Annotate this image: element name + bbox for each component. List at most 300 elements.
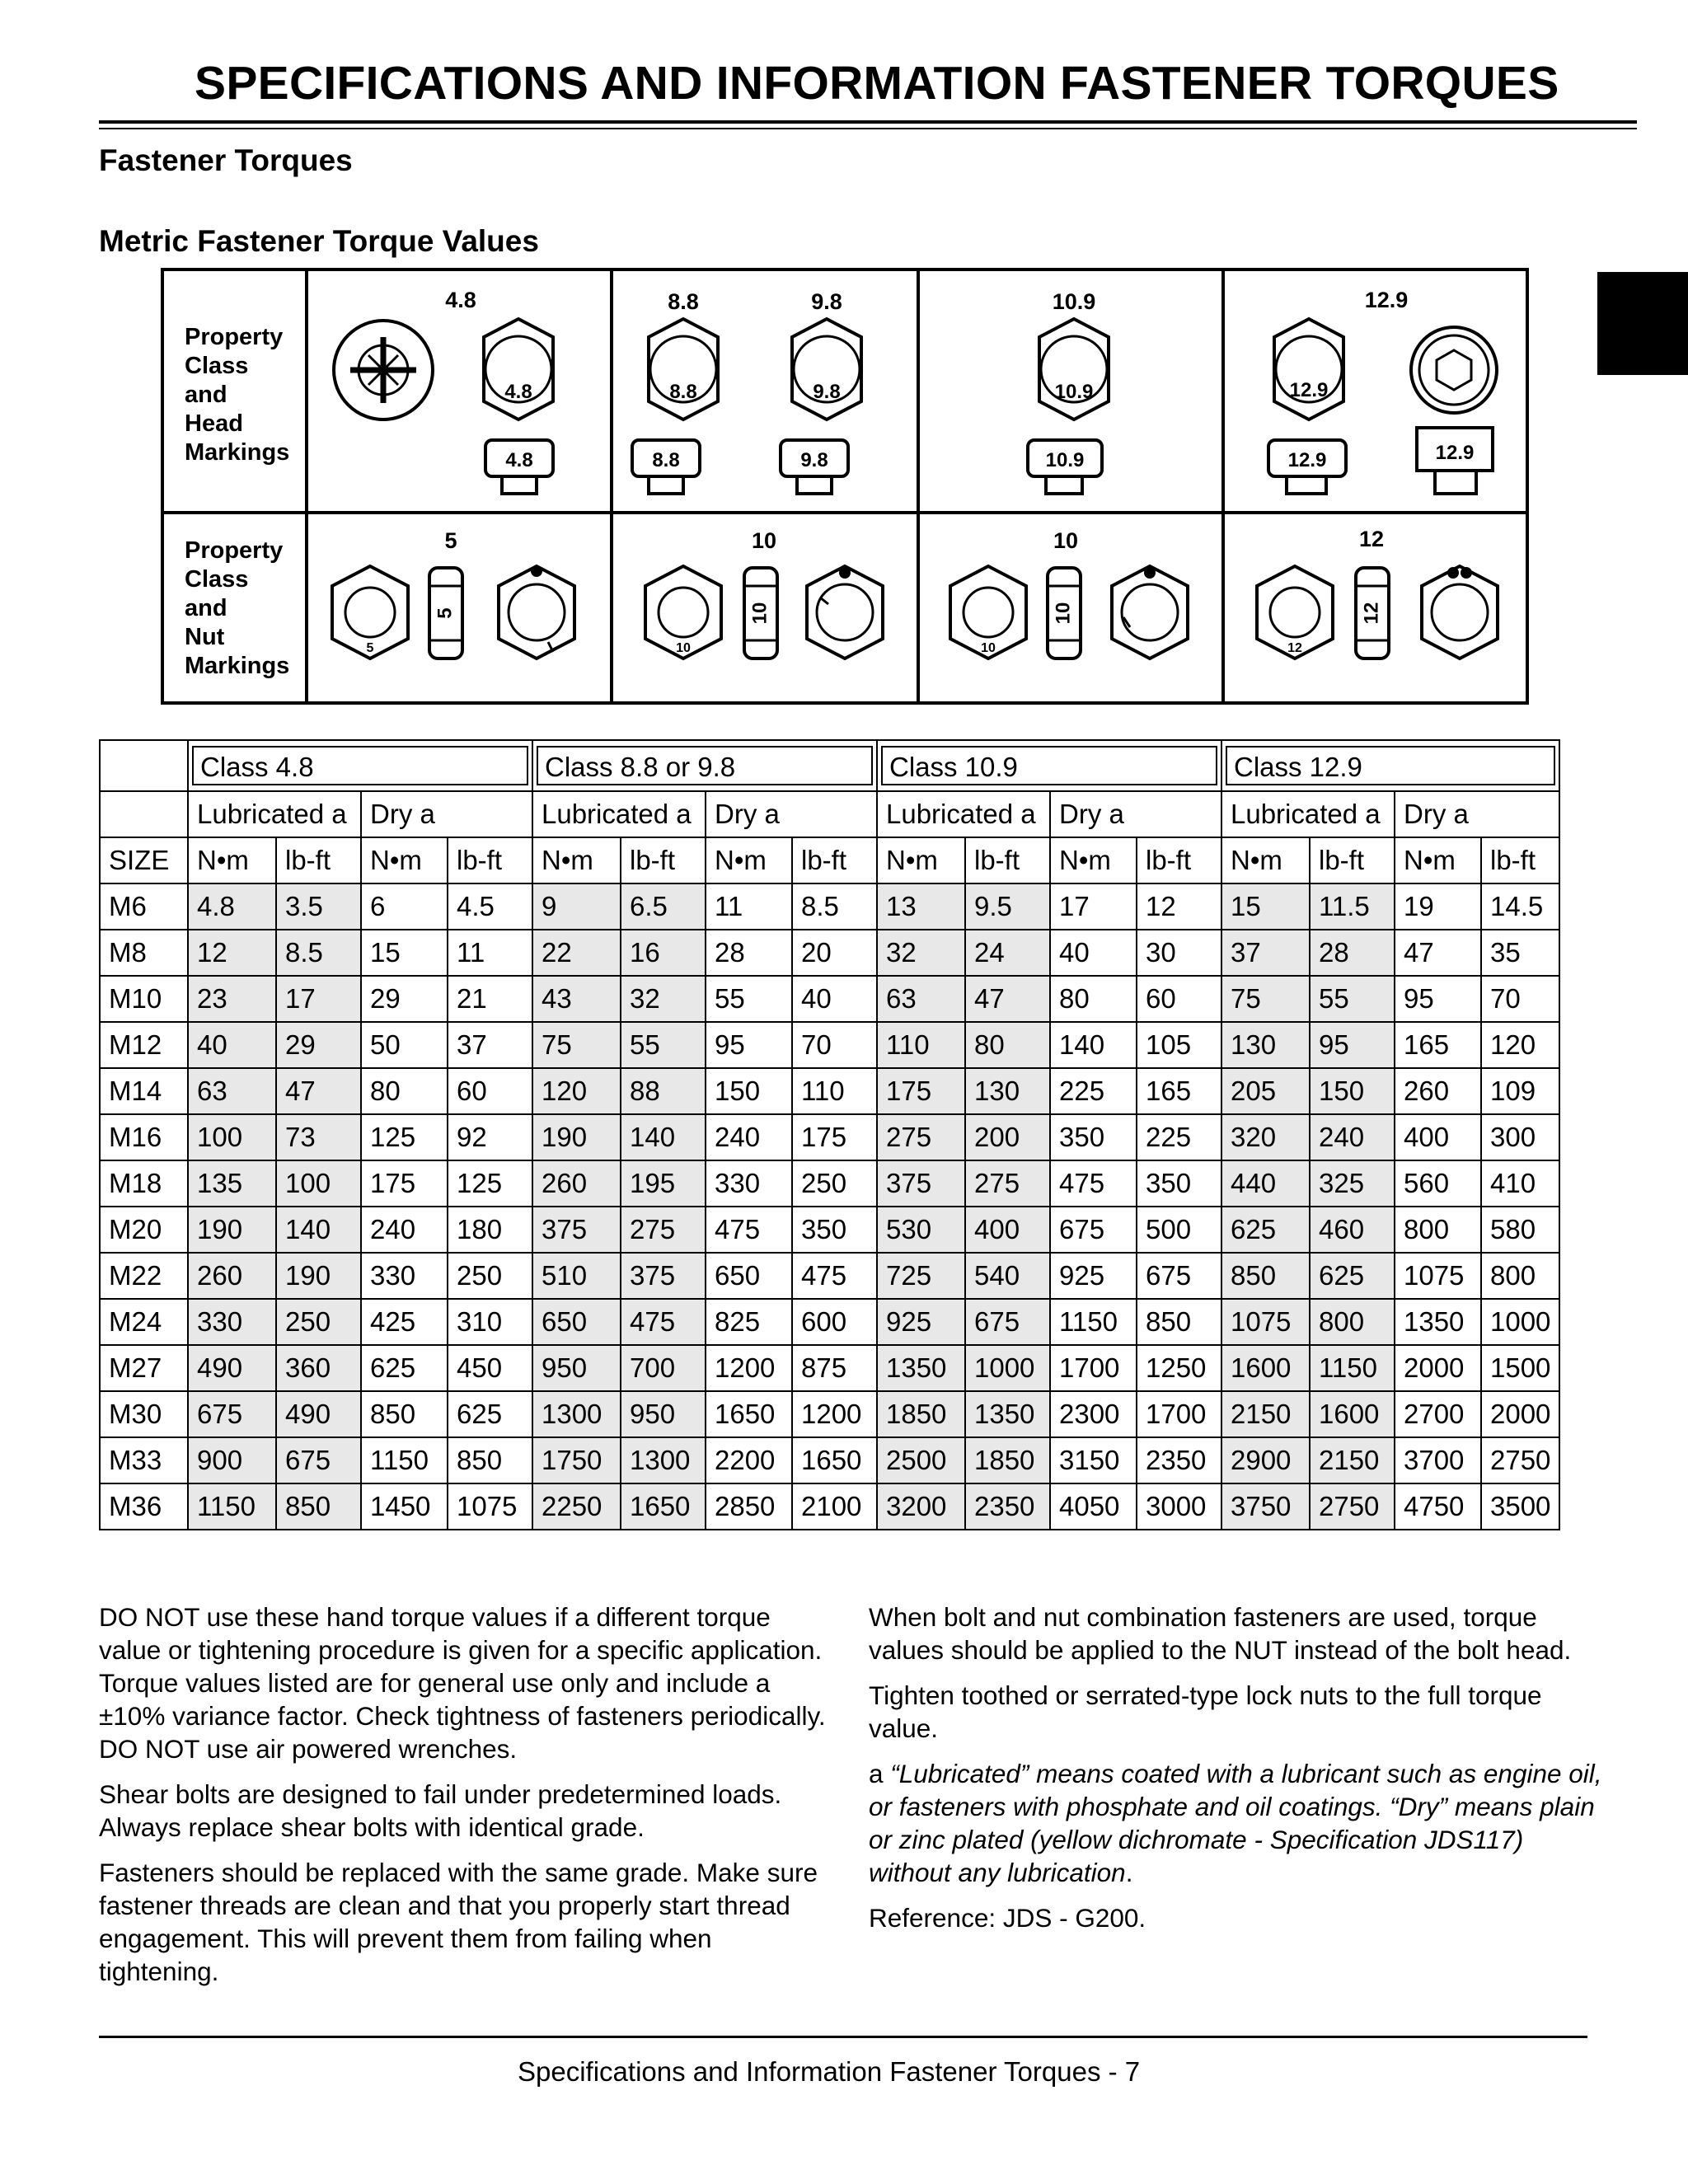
torque-table — [99, 739, 1560, 1530]
flange-bolt-icon-8-8 — [632, 440, 700, 494]
class-header-cell — [532, 740, 877, 791]
footer-rule — [99, 2036, 1587, 2038]
class-header-cell — [1221, 740, 1559, 791]
torque-value-cell: 3700 — [1395, 1437, 1481, 1483]
torque-value-cell: 75 — [1221, 976, 1310, 1022]
table-row — [100, 976, 1559, 1022]
torque-value-cell: 850 — [448, 1437, 532, 1483]
unit-lbft-header: lb-ft — [792, 837, 877, 883]
torque-value-cell: 675 — [965, 1299, 1050, 1345]
torque-value-cell: 850 — [1221, 1253, 1310, 1299]
torque-value-cell: 310 — [448, 1299, 532, 1345]
torque-value-cell: 15 — [1221, 883, 1310, 930]
torque-value-cell: 2850 — [706, 1483, 792, 1530]
torque-value-cell: 22 — [532, 930, 621, 976]
nut-class-5: 5 — [444, 528, 457, 553]
size-cell: M22 — [100, 1253, 188, 1299]
torque-value-cell: 2750 — [1310, 1483, 1395, 1530]
empty-corner-cell — [100, 740, 188, 791]
table-row — [100, 1253, 1559, 1299]
torque-value-cell: 675 — [1050, 1207, 1137, 1253]
torque-value-cell: 2000 — [1395, 1345, 1481, 1391]
torque-value-cell: 195 — [621, 1160, 706, 1207]
torque-value-cell: 475 — [621, 1299, 706, 1345]
notes-left-column — [99, 1601, 828, 2000]
nut-markings-label: Property Class and Nut Markings — [185, 537, 290, 679]
torque-value-cell: 1150 — [188, 1483, 276, 1530]
torque-value-cell: 490 — [276, 1391, 361, 1437]
torque-value-cell: 3200 — [877, 1483, 965, 1530]
torque-value-cell: 440 — [1221, 1160, 1310, 1207]
unit-nm-header: N•m — [877, 837, 965, 883]
class-header-12-9: Class 12.9 — [1226, 746, 1555, 785]
torque-value-cell: 1450 — [361, 1483, 448, 1530]
condition-header-row — [100, 791, 1559, 837]
torque-value-cell: 110 — [877, 1022, 965, 1068]
torque-value-cell: 2350 — [965, 1483, 1050, 1530]
size-cell: M12 — [100, 1022, 188, 1068]
nut-side-icon-10-b — [1048, 568, 1081, 658]
torque-value-cell: 2250 — [532, 1483, 621, 1530]
footnote-paragraph — [869, 1757, 1602, 1889]
torque-value-cell: 70 — [1481, 976, 1559, 1022]
torque-value-cell: 475 — [792, 1253, 877, 1299]
torque-value-cell: 1075 — [1221, 1299, 1310, 1345]
torque-value-cell: 1850 — [877, 1391, 965, 1437]
torque-value-cell: 1750 — [532, 1437, 621, 1483]
table-row — [100, 1068, 1559, 1114]
hex-head-label-9-8: 9.8 — [813, 381, 841, 403]
torque-value-cell: 11 — [448, 930, 532, 976]
lubricated-header: Lubricated a — [877, 791, 1050, 837]
torque-value-cell: 47 — [1395, 930, 1481, 976]
note-paragraph: When bolt and nut combination fasteners are used, torque values should be applied to the NUT instead of the bolt head. — [869, 1602, 1572, 1665]
torque-value-cell: 850 — [276, 1483, 361, 1530]
torque-value-cell: 500 — [1137, 1207, 1221, 1253]
torque-value-cell: 165 — [1137, 1068, 1221, 1114]
torque-value-cell: 1200 — [706, 1345, 792, 1391]
torque-value-cell: 125 — [361, 1114, 448, 1160]
size-cell: M20 — [100, 1207, 188, 1253]
table-row — [100, 1345, 1559, 1391]
dry-header: Dry a — [361, 791, 532, 837]
cross-recess-head-icon — [334, 321, 433, 419]
torque-value-cell: 35 — [1481, 930, 1559, 976]
class-header-row — [100, 740, 1559, 791]
torque-value-cell: 2300 — [1050, 1391, 1137, 1437]
torque-value-cell: 9.5 — [965, 883, 1050, 930]
lubricated-header: Lubricated a — [188, 791, 361, 837]
hex-head-icon-10-9 — [1039, 319, 1109, 419]
torque-value-cell: 1075 — [1395, 1253, 1481, 1299]
torque-value-cell: 1300 — [621, 1437, 706, 1483]
flange-bolt-label-10-9: 10.9 — [1045, 449, 1085, 471]
torque-value-cell: 400 — [965, 1207, 1050, 1253]
torque-value-cell: 28 — [706, 930, 792, 976]
flange-bolt-icon-4-8 — [485, 440, 553, 494]
torque-value-cell: 50 — [361, 1022, 448, 1068]
torque-value-cell: 12 — [188, 930, 276, 976]
torque-value-cell: 350 — [1137, 1160, 1221, 1207]
nut-side-icon-12 — [1356, 568, 1389, 658]
torque-value-cell: 2000 — [1481, 1391, 1559, 1437]
torque-value-cell: 2150 — [1221, 1391, 1310, 1437]
torque-value-cell: 175 — [361, 1160, 448, 1207]
torque-value-cell: 540 — [965, 1253, 1050, 1299]
unit-nm-header: N•m — [361, 837, 448, 883]
torque-value-cell: 850 — [1137, 1299, 1221, 1345]
torque-value-cell: 2750 — [1481, 1437, 1559, 1483]
torque-value-cell: 150 — [706, 1068, 792, 1114]
torque-value-cell: 675 — [1137, 1253, 1221, 1299]
torque-value-cell: 29 — [276, 1022, 361, 1068]
unit-nm-header: N•m — [706, 837, 792, 883]
hex-head-icon-9-8 — [792, 319, 861, 419]
flange-bolt-icon-10-9 — [1028, 440, 1102, 494]
empty-corner-cell — [100, 791, 188, 837]
flange-bolt-icon-9-8 — [781, 440, 848, 494]
note-paragraph: Fasteners should be replaced with the same grade. Make sure fastener threads are clean and that you properly start thread engagement. This will prevent them from failing when tightening. — [99, 1858, 818, 1986]
torque-value-cell: 125 — [448, 1160, 532, 1207]
torque-value-cell: 150 — [1310, 1068, 1395, 1114]
unit-nm-header: N•m — [1221, 837, 1310, 883]
lubricated-header: Lubricated a — [532, 791, 706, 837]
torque-value-cell: 325 — [1310, 1160, 1395, 1207]
torque-value-cell: 17 — [1050, 883, 1137, 930]
nut-side-label-10-b: 10 — [1052, 602, 1075, 625]
torque-value-cell: 700 — [621, 1345, 706, 1391]
torque-value-cell: 2100 — [792, 1483, 877, 1530]
hex-head-icon-12-9 — [1274, 319, 1343, 419]
torque-value-cell: 1000 — [965, 1345, 1050, 1391]
torque-value-cell: 29 — [361, 976, 448, 1022]
table-row — [100, 1299, 1559, 1345]
torque-value-cell: 1250 — [1137, 1345, 1221, 1391]
torque-value-cell: 63 — [188, 1068, 276, 1114]
torque-value-cell: 28 — [1310, 930, 1395, 976]
clock-nut-icon-10 — [807, 566, 883, 658]
units-header-row — [100, 837, 1559, 883]
reference-paragraph: Reference: JDS - G200. — [869, 1903, 1146, 1933]
torque-value-cell: 47 — [965, 976, 1050, 1022]
torque-value-cell: 55 — [1310, 976, 1395, 1022]
head-class-12-9: 12.9 — [1364, 288, 1409, 312]
hex-nut-icon-10 — [645, 566, 721, 658]
torque-value-cell: 4.8 — [188, 883, 276, 930]
torque-value-cell: 63 — [877, 976, 965, 1022]
torque-value-cell: 225 — [1050, 1068, 1137, 1114]
nut-side-label-12: 12 — [1360, 602, 1383, 625]
unit-lbft-header: lb-ft — [965, 837, 1050, 883]
nut-side-icon-5 — [429, 568, 462, 658]
torque-value-cell: 60 — [448, 1068, 532, 1114]
size-cell: M10 — [100, 976, 188, 1022]
torque-value-cell: 225 — [1137, 1114, 1221, 1160]
torque-value-cell: 875 — [792, 1345, 877, 1391]
footnote-definition: “Lubricated” means coated with a lubricant such as engine oil, or fasteners with phosphate and oil coatings. “Dry” means plain or zinc plated (yellow dichromate - Specification JDS117) without any lubrication — [869, 1759, 1602, 1887]
dry-header: Dry a — [706, 791, 877, 837]
class-header-10-9: Class 10.9 — [881, 746, 1217, 785]
flange-bolt-icon-12-9 — [1268, 440, 1346, 494]
torque-value-cell: 8.5 — [276, 930, 361, 976]
size-cell: M24 — [100, 1299, 188, 1345]
torque-value-cell: 250 — [276, 1299, 361, 1345]
torque-value-cell: 13 — [877, 883, 965, 930]
torque-value-cell: 725 — [877, 1253, 965, 1299]
torque-value-cell: 1850 — [965, 1437, 1050, 1483]
nut-side-label-10: 10 — [748, 602, 771, 625]
torque-value-cell: 32 — [877, 930, 965, 976]
markings-illustrations — [164, 271, 1526, 701]
torque-value-cell: 260 — [532, 1160, 621, 1207]
torque-value-cell: 17 — [276, 976, 361, 1022]
torque-value-cell: 250 — [448, 1253, 532, 1299]
torque-value-cell: 800 — [1395, 1207, 1481, 1253]
torque-value-cell: 625 — [448, 1391, 532, 1437]
torque-value-cell: 275 — [621, 1207, 706, 1253]
subsection-title: Metric Fastener Torque Values — [99, 224, 539, 258]
torque-value-cell: 60 — [1137, 976, 1221, 1022]
torque-value-cell: 650 — [532, 1299, 621, 1345]
torque-value-cell: 1350 — [1395, 1299, 1481, 1345]
hex-nut-label-10: 10 — [676, 641, 691, 655]
torque-value-cell: 460 — [1310, 1207, 1395, 1253]
torque-value-cell: 675 — [276, 1437, 361, 1483]
torque-value-cell: 275 — [877, 1114, 965, 1160]
header-rule-thick — [99, 120, 1637, 124]
torque-value-cell: 2150 — [1310, 1437, 1395, 1483]
torque-value-cell: 4050 — [1050, 1483, 1137, 1530]
torque-value-cell: 1650 — [621, 1483, 706, 1530]
size-cell: M14 — [100, 1068, 188, 1114]
torque-value-cell: 625 — [1310, 1253, 1395, 1299]
flange-bolt-label-9-8: 9.8 — [800, 449, 828, 471]
torque-value-cell: 625 — [361, 1345, 448, 1391]
torque-value-cell: 330 — [361, 1253, 448, 1299]
table-row — [100, 1483, 1559, 1530]
torque-value-cell: 800 — [1481, 1253, 1559, 1299]
torque-value-cell: 16 — [621, 930, 706, 976]
torque-value-cell: 475 — [706, 1207, 792, 1253]
hex-nut-icon-10-b — [950, 566, 1026, 658]
torque-value-cell: 2350 — [1137, 1437, 1221, 1483]
hex-nut-label-10-b: 10 — [981, 641, 996, 655]
unit-lbft-header: lb-ft — [448, 837, 532, 883]
torque-value-cell: 30 — [1137, 930, 1221, 976]
torque-value-cell: 3.5 — [276, 883, 361, 930]
nut-class-12: 12 — [1358, 527, 1385, 551]
markings-table — [161, 268, 1529, 705]
hex-head-label-12-9: 12.9 — [1289, 379, 1329, 401]
torque-value-cell: 73 — [276, 1114, 361, 1160]
class-header-4-8: Class 4.8 — [192, 746, 528, 785]
torque-value-cell: 1150 — [1050, 1299, 1137, 1345]
torque-value-cell: 23 — [188, 976, 276, 1022]
dry-header: Dry a — [1050, 791, 1221, 837]
torque-value-cell: 3150 — [1050, 1437, 1137, 1483]
page-footer: Specifications and Information Fastener Torques - 7 — [518, 2056, 1141, 2087]
header-rule-thin — [99, 128, 1637, 129]
torque-value-cell: 6 — [361, 883, 448, 930]
torque-value-cell: 1600 — [1310, 1391, 1395, 1437]
clock-nut-icon-12 — [1422, 566, 1498, 658]
torque-value-cell: 350 — [792, 1207, 877, 1253]
head-class-4-8: 4.8 — [445, 288, 476, 312]
torque-value-cell: 330 — [706, 1160, 792, 1207]
torque-value-cell: 950 — [621, 1391, 706, 1437]
size-cell: M36 — [100, 1483, 188, 1530]
torque-value-cell: 675 — [188, 1391, 276, 1437]
torque-value-cell: 95 — [1310, 1022, 1395, 1068]
torque-value-cell: 1600 — [1221, 1345, 1310, 1391]
torque-value-cell: 80 — [1050, 976, 1137, 1022]
torque-value-cell: 95 — [706, 1022, 792, 1068]
torque-value-cell: 350 — [1050, 1114, 1137, 1160]
torque-value-cell: 925 — [1050, 1253, 1137, 1299]
torque-value-cell: 75 — [532, 1022, 621, 1068]
torque-value-cell: 240 — [706, 1114, 792, 1160]
flange-bolt-label-8-8: 8.8 — [652, 449, 680, 471]
torque-value-cell: 9 — [532, 883, 621, 930]
nut-class-10-b: 10 — [1053, 528, 1079, 553]
torque-value-cell: 205 — [1221, 1068, 1310, 1114]
torque-value-cell: 32 — [621, 976, 706, 1022]
torque-value-cell: 100 — [188, 1114, 276, 1160]
torque-value-cell: 8.5 — [792, 883, 877, 930]
socket-bolt-label-12-9: 12.9 — [1435, 442, 1475, 464]
torque-value-cell: 925 — [877, 1299, 965, 1345]
table-row — [100, 883, 1559, 930]
torque-value-cell: 40 — [1050, 930, 1137, 976]
torque-value-cell: 375 — [877, 1160, 965, 1207]
torque-value-cell: 240 — [1310, 1114, 1395, 1160]
dry-header: Dry a — [1395, 791, 1559, 837]
torque-value-cell: 110 — [792, 1068, 877, 1114]
torque-value-cell: 800 — [1310, 1299, 1395, 1345]
socket-head-icon — [1411, 327, 1497, 413]
torque-value-cell: 15 — [361, 930, 448, 976]
torque-value-cell: 92 — [448, 1114, 532, 1160]
torque-value-cell: 109 — [1481, 1068, 1559, 1114]
size-cell: M30 — [100, 1391, 188, 1437]
hex-nut-icon-5 — [332, 566, 408, 658]
torque-value-cell: 88 — [621, 1068, 706, 1114]
table-row — [100, 1207, 1559, 1253]
torque-value-cell: 120 — [1481, 1022, 1559, 1068]
torque-value-cell: 37 — [1221, 930, 1310, 976]
torque-value-cell: 410 — [1481, 1160, 1559, 1207]
table-row — [100, 1022, 1559, 1068]
clock-nut-icon-5 — [499, 566, 574, 658]
hex-head-icon-4-8 — [484, 319, 553, 419]
torque-value-cell: 650 — [706, 1253, 792, 1299]
torque-value-cell: 1000 — [1481, 1299, 1559, 1345]
unit-nm-header: N•m — [188, 837, 276, 883]
footnote-marker: a — [869, 1759, 891, 1788]
size-header: SIZE — [100, 837, 188, 883]
section-title: Fastener Torques — [99, 143, 353, 177]
size-cell: M16 — [100, 1114, 188, 1160]
table-row — [100, 1391, 1559, 1437]
clock-nut-icon-10-b — [1112, 566, 1188, 658]
class-header-cell — [188, 740, 532, 791]
torque-value-cell: 1075 — [448, 1483, 532, 1530]
torque-value-cell: 70 — [792, 1022, 877, 1068]
hex-head-label-8-8: 8.8 — [669, 381, 697, 403]
torque-value-cell: 375 — [621, 1253, 706, 1299]
torque-value-cell: 190 — [188, 1207, 276, 1253]
torque-value-cell: 1700 — [1137, 1391, 1221, 1437]
socket-bolt-side-icon — [1417, 428, 1493, 494]
torque-value-cell: 825 — [706, 1299, 792, 1345]
torque-value-cell: 120 — [532, 1068, 621, 1114]
unit-lbft-header: lb-ft — [1137, 837, 1221, 883]
torque-value-cell: 450 — [448, 1345, 532, 1391]
torque-value-cell: 190 — [276, 1253, 361, 1299]
torque-value-cell: 175 — [877, 1068, 965, 1114]
table-row — [100, 1114, 1559, 1160]
torque-value-cell: 24 — [965, 930, 1050, 976]
torque-value-cell: 850 — [361, 1391, 448, 1437]
torque-value-cell: 4750 — [1395, 1483, 1481, 1530]
torque-value-cell: 330 — [188, 1299, 276, 1345]
torque-value-cell: 11 — [706, 883, 792, 930]
flange-bolt-label-12-9: 12.9 — [1287, 449, 1327, 471]
torque-value-cell: 580 — [1481, 1207, 1559, 1253]
torque-value-cell: 2500 — [877, 1437, 965, 1483]
torque-value-cell: 600 — [792, 1299, 877, 1345]
torque-value-cell: 165 — [1395, 1022, 1481, 1068]
class-header-8-8: Class 8.8 or 9.8 — [537, 746, 873, 785]
unit-nm-header: N•m — [1395, 837, 1481, 883]
unit-nm-header: N•m — [1050, 837, 1137, 883]
torque-value-cell: 95 — [1395, 976, 1481, 1022]
torque-value-cell: 260 — [1395, 1068, 1481, 1114]
hex-nut-label-12: 12 — [1287, 641, 1302, 655]
torque-value-cell: 200 — [965, 1114, 1050, 1160]
torque-value-cell: 190 — [532, 1114, 621, 1160]
torque-value-cell: 20 — [792, 930, 877, 976]
size-cell: M33 — [100, 1437, 188, 1483]
torque-value-cell: 43 — [532, 976, 621, 1022]
torque-value-cell: 1150 — [361, 1437, 448, 1483]
torque-value-cell: 175 — [792, 1114, 877, 1160]
hex-nut-icon-12 — [1257, 566, 1333, 658]
torque-value-cell: 2700 — [1395, 1391, 1481, 1437]
torque-value-cell: 130 — [1221, 1022, 1310, 1068]
torque-value-cell: 560 — [1395, 1160, 1481, 1207]
torque-value-cell: 250 — [792, 1160, 877, 1207]
torque-value-cell: 140 — [276, 1207, 361, 1253]
notes-right-column — [869, 1601, 1602, 1947]
size-cell: M8 — [100, 930, 188, 976]
table-row — [100, 930, 1559, 976]
torque-value-cell: 130 — [965, 1068, 1050, 1114]
footnote-period: . — [1125, 1858, 1133, 1887]
torque-value-cell: 625 — [1221, 1207, 1310, 1253]
torque-value-cell: 2200 — [706, 1437, 792, 1483]
torque-value-cell: 55 — [621, 1022, 706, 1068]
torque-value-cell: 475 — [1050, 1160, 1137, 1207]
torque-value-cell: 375 — [532, 1207, 621, 1253]
torque-value-cell: 6.5 — [621, 883, 706, 930]
size-cell: M18 — [100, 1160, 188, 1207]
table-row — [100, 1160, 1559, 1207]
torque-value-cell: 4.5 — [448, 883, 532, 930]
torque-value-cell: 1350 — [877, 1345, 965, 1391]
torque-value-cell: 11.5 — [1310, 883, 1395, 930]
nut-class-10: 10 — [751, 528, 777, 553]
